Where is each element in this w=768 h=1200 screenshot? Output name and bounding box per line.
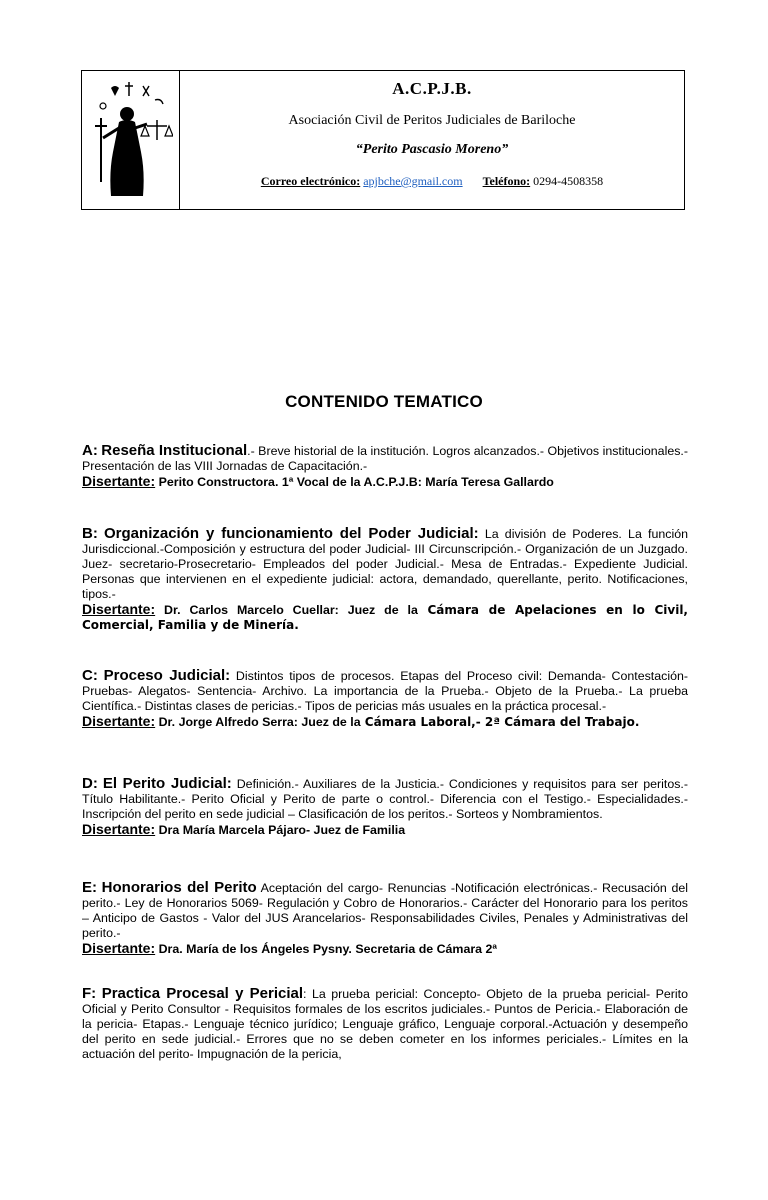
section-heading: Proceso Judicial: bbox=[103, 667, 231, 684]
speaker-line bbox=[82, 602, 688, 633]
section-letter: E: bbox=[82, 879, 97, 896]
speaker-label: Disertante: bbox=[82, 601, 156, 617]
phone-number: 0294-4508358 bbox=[533, 174, 604, 188]
email-label: Correo electrónico: bbox=[260, 174, 361, 188]
speaker-label: Disertante: bbox=[82, 940, 156, 956]
speaker-label: Disertante: bbox=[82, 473, 156, 489]
letterhead-info bbox=[180, 71, 684, 209]
section-a bbox=[82, 443, 688, 490]
section-letter: A: bbox=[82, 442, 98, 459]
speaker-court: Cámara de Apelaciones en lo Civil, Comercial, Familia y de Minería. bbox=[82, 603, 688, 632]
section-text: Aceptación del cargo- Renuncias -Notificación electrónicas.- Recusación del perito.- Ley de Honorarios 5069- Regulación y Cobro de Honorarios.- Carácter del Honorario para los peritos – Anticipo de Gastos - Valor del JUS Arancelarios- Responsabilidades Civiles, Penales y Administrativas del perito.- bbox=[82, 881, 688, 940]
speaker-line bbox=[82, 822, 688, 838]
phone-label: Teléfono: bbox=[482, 174, 531, 188]
section-text: Definición.- Auxiliares de la Justicia.- Condiciones y requisitos para ser peritos.-Título Habilitante.- Perito Oficial y Perito de parte o control.- Diferencia con el Testigo.- Especialidades.- Inscripción del perito en sede judicial – Clasificación de los peritos.- Sorteos y Nombramientos. bbox=[82, 777, 688, 821]
speaker-name: Perito Constructora. 1ª Vocal de la A.C.P.J.B: María Teresa Gallardo bbox=[158, 475, 554, 489]
section-letter: D: bbox=[82, 775, 98, 792]
section-heading: Honorarios del Perito bbox=[101, 879, 257, 896]
section-letter: B: bbox=[82, 525, 98, 542]
org-motto: “Perito Pascasio Moreno” bbox=[355, 142, 509, 157]
section-heading: El Perito Judicial: bbox=[102, 775, 232, 792]
speaker-name: Dra María Marcela Pájaro- Juez de Familia bbox=[158, 823, 406, 837]
section-heading: Organización y funcionamiento del Poder Judicial: bbox=[104, 525, 479, 542]
page-title: CONTENIDO TEMATICO bbox=[285, 392, 483, 411]
letterhead bbox=[81, 70, 685, 210]
speaker-line bbox=[82, 474, 688, 490]
section-heading: Practica Procesal y Pericial bbox=[101, 985, 304, 1002]
speaker-label: Disertante: bbox=[82, 821, 156, 837]
section-f bbox=[82, 986, 688, 1062]
speaker-line bbox=[82, 941, 688, 957]
speaker-court: Cámara Laboral,- 2ª Cámara del Trabajo. bbox=[360, 715, 640, 729]
org-name: Asociación Civil de Peritos Judiciales de Bariloche bbox=[288, 113, 576, 128]
contact-line bbox=[180, 174, 684, 189]
speaker-name: Dr. Jorge Alfredo Serra: Juez de la bbox=[158, 715, 361, 729]
speaker-name: Dra. María de los Ángeles Pysny. Secretaria de Cámara 2ª bbox=[158, 942, 497, 956]
speaker-label: Disertante: bbox=[82, 713, 156, 729]
logo bbox=[82, 71, 180, 209]
section-d bbox=[82, 776, 688, 838]
section-text: : La prueba pericial: Concepto- Objeto de la prueba pericial- Perito Oficial y Perito Consultor - Requisitos formales de los escritos judiciales.- Puntos de Pericia.- Elaboración de la pericia- Etapas.- Lenguaje técnico jurídico; Lenguaje gráfico, Lenguaje corporal.-Actuación y desempeño del perito en sede judicial.- Errores que no se deben cometer en los informes periciales.- Límites en la actuación del perito- Impugnación de la pericia, bbox=[82, 987, 688, 1061]
section-text: La división de Poderes. La función Jurisdiccional.-Composición y estructura del poder Judicial- III Circunscripción.- Organización de un Juzgado. Juez- secretario-Prosecretario- Empleados del poder Judicial.- Mesa de Entradas.- Expediente Judicial. Personas que intervienen en el expediente judicial: actora, demandado, querellante, perito. Notificaciones, tipos.- bbox=[82, 527, 688, 601]
section-e bbox=[82, 880, 688, 957]
section-b bbox=[82, 526, 688, 633]
email-link[interactable]: apjbche@gmail.com bbox=[363, 174, 463, 188]
section-c bbox=[82, 668, 688, 730]
justice-figure-icon bbox=[89, 78, 173, 202]
org-abbreviation: A.C.P.J.B. bbox=[392, 79, 472, 98]
speaker-line bbox=[82, 714, 688, 730]
section-text: .- Breve historial de la institución. Logros alcanzados.- Objetivos institucionales.-Presentación de las VIII Jornadas de Capacitación.- bbox=[82, 444, 688, 473]
speaker-name: Dr. Carlos Marcelo Cuellar: Juez de la bbox=[164, 603, 418, 617]
section-letter: C: bbox=[82, 667, 98, 684]
section-letter: F: bbox=[82, 985, 97, 1002]
section-text: Distintos tipos de procesos. Etapas del Proceso civil: Demanda- Contestación- Pruebas- Alegatos- Sentencia- Archivo. La importancia de la Prueba.- Objeto de la Prueba.- La prueba Científica.- Distintas clases de pericias.- Tipos de pericias más usuales en la práctica procesal.- bbox=[82, 669, 688, 713]
section-heading: Reseña Institucional bbox=[101, 442, 248, 459]
